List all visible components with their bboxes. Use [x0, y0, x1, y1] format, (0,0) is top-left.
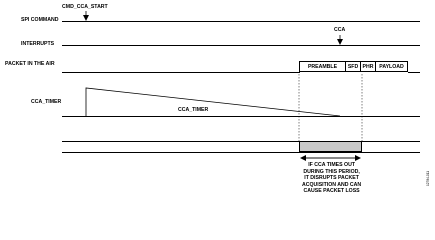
row-label-cca-timer: CCA_TIMER [31, 99, 62, 105]
row-label-packet-in-air: PACKET IN THE AIR [5, 61, 55, 67]
cca-interrupt-label: CCA [334, 27, 346, 33]
note-line-3: IT DISRUPTS PACKET [304, 175, 359, 181]
note-line-1: IF CCA TIMES OUT [308, 162, 355, 168]
packet-field-phr: PHR [360, 61, 376, 72]
row-label-spi-command: SPI COMMAND [21, 17, 59, 23]
packet-field-preamble: PREAMBLE [299, 61, 346, 72]
packet-field-sfd: SFD [345, 61, 361, 72]
cca-timer-ramp [86, 88, 340, 116]
cca-timer-ramp-label: CCA_TIMER [178, 107, 209, 113]
note-line-2: DURING THIS PERIOD, [303, 168, 360, 175]
figure-id: 12784-011 [426, 170, 430, 186]
row-label-interrupts: INTERRUPTS [21, 41, 55, 47]
note-line-4: ACQUISITION AND CAN [302, 181, 362, 188]
timeout-note [302, 162, 361, 195]
cmd-cca-start-label: CMD_CCA_START [62, 4, 108, 10]
packet-field-payload: PAYLOAD [375, 61, 408, 72]
note-line-5: CAUSE PACKET LOSS [303, 188, 360, 194]
